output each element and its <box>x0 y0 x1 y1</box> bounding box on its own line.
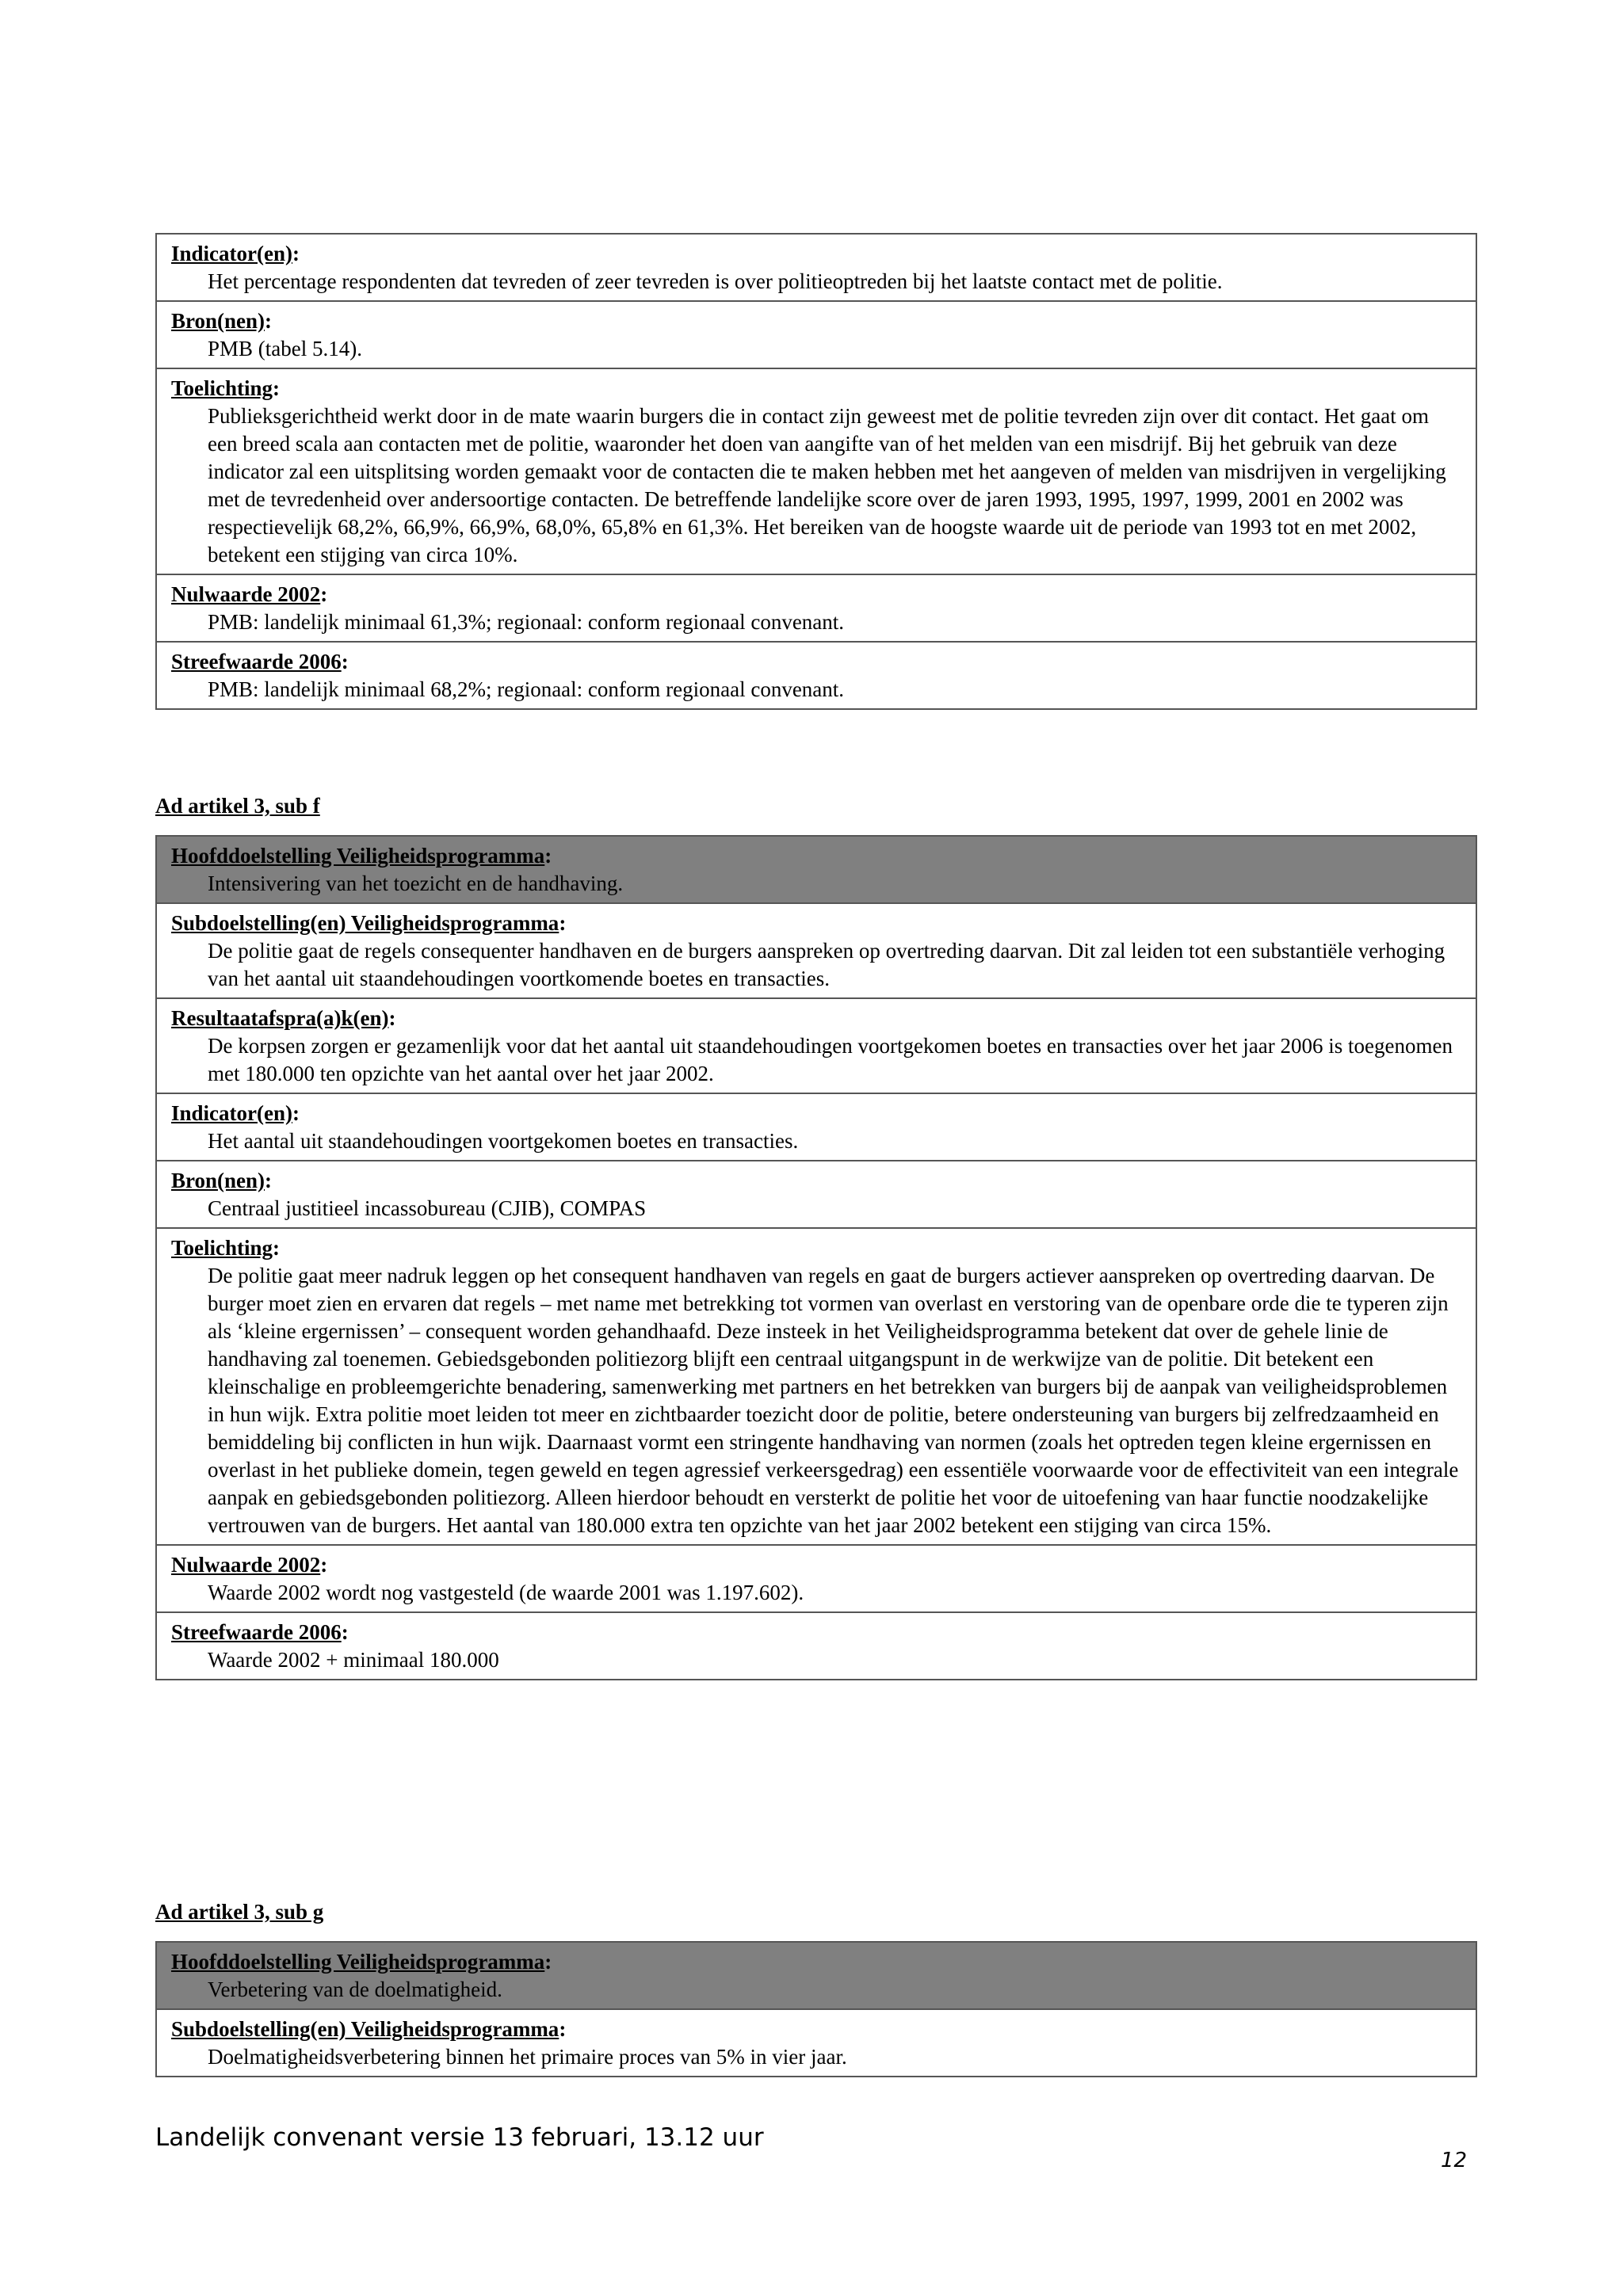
row-toelichting: Toelichting: Publieksgerichtheid werkt door in de mate waarin burgers die in contact zijn geweest met de politie tevreden zijn over dit contact. Het gaat om een breed scala aan contacten met de politie, waaronder het doen van aangifte van of het melden van een misdrijf. Bij het gebruik van deze indicator zal een uitsplitsing worden gemaakt voor de contacten die te maken hebben met het aangeven of melden van misdrijven in vergelijking met de tevredenheid over andersoortige contacten. De betreffende landelijke score over de jaren 1993, 1995, 1997, 1999, 2001 en 2002 was respectievelijk 68,2%, 66,9%, 66,9%, 68,0%, 65,8% en 61,3%. Het bereiken van de hoogste waarde uit de periode van 1993 tot en met 2002, betekent een stijging van circa 10%. <box>157 369 1476 575</box>
row-label: Nulwaarde 2002 <box>171 582 321 606</box>
row-bron: Bron(nen): Centraal justitieel incassobureau (CJIB), COMPAS <box>157 1161 1476 1229</box>
row-text: Publieksgerichtheid werkt door in de mate waarin burgers die in contact zijn geweest met de politie tevreden zijn over dit contact. Het gaat om een breed scala aan contacten met de politie, waaronder het doen van aangifte van of het melden van een misdrijf. Bij het gebruik van deze indicator zal een uitsplitsing worden gemaakt voor de contacten die te maken hebben met het aangeven of melden van misdrijven in vergelijking met de tevredenheid over andersoortige contacten. De betreffende landelijke score over de jaren 1993, 1995, 1997, 1999, 2001 en 2002 was respectievelijk 68,2%, 66,9%, 66,9%, 68,0%, 65,8% en 61,3%. Het bereiken van de hoogste waarde uit de periode van 1993 tot en met 2002, betekent een stijging van circa 10%. <box>208 404 1446 566</box>
row-label: Hoofddoelstelling Veiligheidsprogramma <box>171 1950 545 1974</box>
row-label: Streefwaarde 2006 <box>171 650 342 673</box>
row-indicator: Indicator(en): Het aantal uit staandehoudingen voortgekomen boetes en transacties. <box>157 1094 1476 1161</box>
row-indicator: Indicator(en): Het percentage respondenten dat tevreden of zeer tevreden is over politieoptreden bij het laatste contact met de politie. <box>157 235 1476 302</box>
table-indicator-tevredenheid <box>155 233 1477 710</box>
row-label: Bron(nen) <box>171 1169 265 1192</box>
row-text: PMB: landelijk minimaal 68,2%; regionaal: conform regionaal convenant. <box>208 677 845 701</box>
section-heading-sub-f: Ad artikel 3, sub f <box>155 794 320 818</box>
row-label: Subdoelstelling(en) Veiligheidsprogramma <box>171 2017 559 2041</box>
row-label: Resultaatafspra(a)k(en) <box>171 1006 389 1030</box>
row-text: Intensivering van het toezicht en de handhaving. <box>208 871 624 895</box>
page-footer: Landelijk convenant versie 13 februari, 13.12 uur <box>155 2123 764 2152</box>
row-text: Waarde 2002 + minimaal 180.000 <box>208 1648 499 1672</box>
row-label: Hoofddoelstelling Veiligheidsprogramma <box>171 844 545 868</box>
row-text: Doelmatigheidsverbetering binnen het primaire proces van 5% in vier jaar. <box>208 2045 847 2069</box>
row-text: Centraal justitieel incassobureau (CJIB), COMPAS <box>208 1196 647 1220</box>
row-text: Het aantal uit staandehoudingen voortgekomen boetes en transacties. <box>208 1129 799 1153</box>
row-label: Bron(nen) <box>171 309 265 333</box>
row-toelichting: Toelichting: De politie gaat meer nadruk leggen op het consequent handhaven van regels en gaat de burgers actiever aanspreken op overtreding daarvan. De burger moet zien en ervaren dat regels – met name met betrekking tot vormen van overlast en verstoring van de openbare orde die te typeren zijn als ‘kleine ergernissen’ – consequent worden gehandhaafd. Deze insteek in het Veiligheidsprogramma betekent dat over de gehele linie de handhaving zal toenemen. Gebiedsgebonden politiezorg blijft een centraal uitgangspunt in de werkwijze van de politie. Dit betekent een kleinschalige en probleemgerichte benadering, samenwerking met partners en het betrekken van burgers bij de aanpak van veiligheidsproblemen in hun wijk. Extra politie moet leiden tot meer en zichtbaarder toezicht door de politie, betere ondersteuning van burgers bij zelfredzaamheid en bemiddeling bij conflicten in hun wijk. Daarnaast vormt een stringente handhaving van normen (zoals het optreden tegen kleine ergernissen en overlast in het publieke domein, tegen geweld en tegen agressief verkeersgedrag) een essentiële voorwaarde voor de effectiviteit van een integrale aanpak en gebiedsgebonden politiezorg. Alleen hierdoor behoudt en versterkt de politie het voor de uitoefening van haar functie noodzakelijke vertrouwen van de burgers. Het aantal van 180.000 extra ten opzichte van het jaar 2002 betekent een stijging van circa 15%. <box>157 1229 1476 1546</box>
row-label: Streefwaarde 2006 <box>171 1620 342 1644</box>
row-text: Het percentage respondenten dat tevreden of zeer tevreden is over politieoptreden bij het laatste contact met de politie. <box>208 269 1223 293</box>
row-resultaatafspraak: Resultaatafspra(a)k(en): De korpsen zorgen er gezamenlijk voor dat het aantal uit staandehoudingen voortgekomen boetes en transacties over het jaar 2006 is toegenomen met 180.000 ten opzichte van het aantal over het jaar 2002. <box>157 999 1476 1094</box>
row-text: De politie gaat meer nadruk leggen op het consequent handhaven van regels en gaat de burgers actiever aanspreken op overtreding daarvan. De burger moet zien en ervaren dat regels – met name met betrekking tot vormen van overlast en verstoring van de openbare orde die te typeren zijn als ‘kleine ergernissen’ – consequent worden gehandhaafd. Deze insteek in het Veiligheidsprogramma betekent dat over de gehele linie de handhaving zal toenemen. Gebiedsgebonden politiezorg blijft een centraal uitgangspunt in de werkwijze van de politie. Dit betekent een kleinschalige en probleemgerichte benadering, samenwerking met partners en het betrekken van burgers bij de aanpak van veiligheidsproblemen in hun wijk. Extra politie moet leiden tot meer en zichtbaarder toezicht door de politie, betere ondersteuning van burgers bij zelfredzaamheid en bemiddeling bij conflicten in hun wijk. Daarnaast vormt een stringente handhaving van normen (zoals het optreden tegen kleine ergernissen en overlast in het publieke domein, tegen geweld en tegen agressief verkeersgedrag) een essentiële voorwaarde voor de effectiviteit van een integrale aanpak en gebiedsgebonden politiezorg. Alleen hierdoor behoudt en versterkt de politie het voor de uitoefening van haar functie noodzakelijke vertrouwen van de burgers. Het aantal van 180.000 extra ten opzichte van het jaar 2002 betekent een stijging van circa 15%. <box>208 1264 1459 1537</box>
row-text: PMB (tabel 5.14). <box>208 337 362 360</box>
row-label: Toelichting <box>171 1236 273 1260</box>
row-text: PMB: landelijk minimaal 61,3%; regionaal: conform regionaal convenant. <box>208 610 845 634</box>
row-text: Waarde 2002 wordt nog vastgesteld (de waarde 2001 was 1.197.602). <box>208 1581 804 1604</box>
row-text: De korpsen zorgen er gezamenlijk voor dat het aantal uit staandehoudingen voortgekomen boetes en transacties over het jaar 2006 is toegenomen met 180.000 ten opzichte van het aantal over het jaar 2002. <box>208 1034 1453 1085</box>
row-label: Indicator(en) <box>171 1101 292 1125</box>
table-sub-f <box>155 835 1477 1680</box>
row-bron: Bron(nen): PMB (tabel 5.14). <box>157 302 1476 369</box>
row-text: Verbetering van de doelmatigheid. <box>208 1978 502 2001</box>
row-text: De politie gaat de regels consequenter handhaven en de burgers aanspreken op overtreding daarvan. Dit zal leiden tot een substantiële verhoging van het aantal uit staandehoudingen voortkomende boetes en transacties. <box>208 939 1445 990</box>
row-label: Toelichting <box>171 376 273 400</box>
table-sub-g <box>155 1941 1477 2077</box>
section-heading-sub-g: Ad artikel 3, sub g <box>155 1900 324 1924</box>
row-label: Indicator(en) <box>171 242 292 265</box>
row-label: Subdoelstelling(en) Veiligheidsprogramma <box>171 911 559 935</box>
row-nulwaarde: Nulwaarde 2002: PMB: landelijk minimaal 61,3%; regionaal: conform regionaal convenant. <box>157 575 1476 643</box>
row-subdoelstelling: Subdoelstelling(en) Veiligheidsprogramma: Doelmatigheidsverbetering binnen het primaire proces van 5% in vier jaar. <box>157 2010 1476 2076</box>
row-nulwaarde: Nulwaarde 2002: Waarde 2002 wordt nog vastgesteld (de waarde 2001 was 1.197.602). <box>157 1546 1476 1613</box>
row-streefwaarde: Streefwaarde 2006: PMB: landelijk minimaal 68,2%; regionaal: conform regionaal convenant. <box>157 643 1476 708</box>
page-number: 12 <box>1441 2149 1468 2172</box>
row-hoofddoelstelling: Hoofddoelstelling Veiligheidsprogramma: Intensivering van het toezicht en de handhaving. <box>157 837 1476 904</box>
row-streefwaarde: Streefwaarde 2006: Waarde 2002 + minimaal 180.000 <box>157 1613 1476 1679</box>
row-hoofddoelstelling: Hoofddoelstelling Veiligheidsprogramma: Verbetering van de doelmatigheid. <box>157 1943 1476 2010</box>
row-subdoelstelling: Subdoelstelling(en) Veiligheidsprogramma: De politie gaat de regels consequenter handhaven en de burgers aanspreken op overtreding daarvan. Dit zal leiden tot een substantiële verhoging van het aantal uit staandehoudingen voortkomende boetes en transacties. <box>157 904 1476 999</box>
row-label: Nulwaarde 2002 <box>171 1553 321 1577</box>
